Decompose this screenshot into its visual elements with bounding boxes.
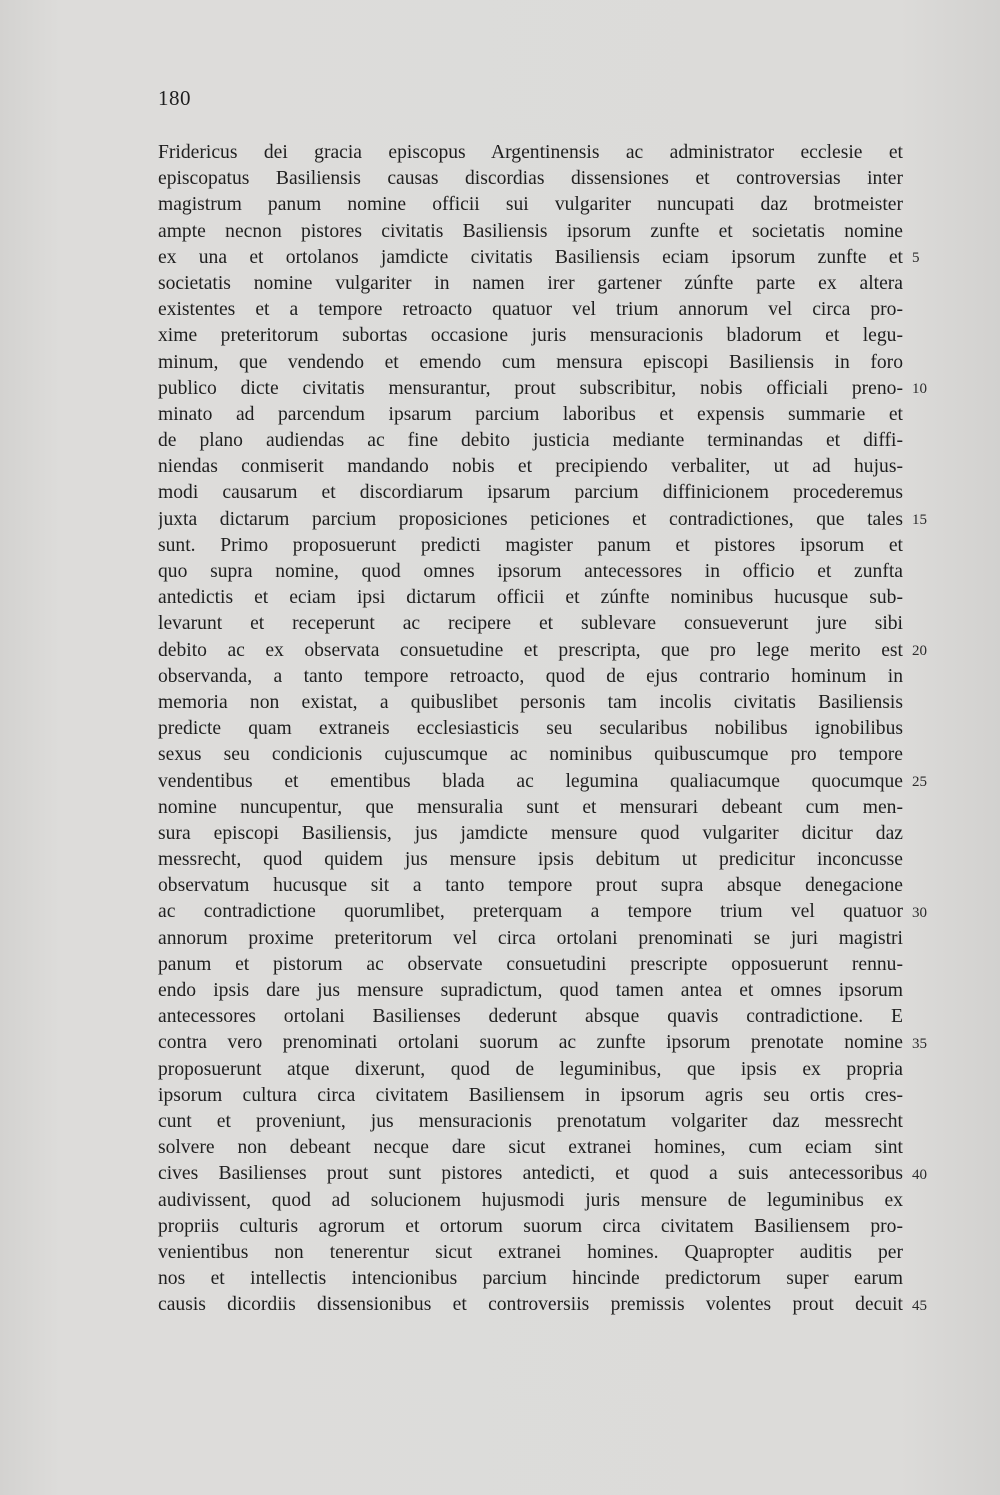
text-line: debito ac ex observata consuetudine et prescripta, que pro lege merito est — [158, 639, 903, 661]
text-line: messrecht, quod quidem jus mensure ipsis debitum ut predicitur inconcusse — [158, 849, 903, 871]
page-number: 180 — [158, 86, 191, 110]
text-line: venientibus non tenerentur sicut extranei homines. Quapropter auditis per — [158, 1241, 903, 1263]
text-line: ex una et ortolanos jamdicte civitatis Basiliensis eciam ipsorum zunfte et — [158, 246, 903, 268]
text-line: sunt. Primo proposuerunt predicti magister panum et pistores ipsorum et — [158, 534, 903, 556]
text-line: contra vero prenominati ortolani suorum ac zunfte ipsorum prenotate nomine — [158, 1032, 903, 1054]
text-line: nos et intellectis intencionibus parcium hincinde predictorum super earum — [158, 1268, 903, 1290]
text-line: memoria non existat, a quibuslibet personis tam incolis civitatis Basiliensis — [158, 691, 903, 713]
text-line: xime preteritorum subortas occasione juris mensuracionis bladorum et legu- — [158, 325, 903, 347]
text-line: sexus seu condicionis cujuscumque ac nominibus quibuscumque pro tempore — [158, 744, 903, 766]
text-line: minum, que vendendo et emendo cum mensura episcopi Basiliensis in foro — [158, 351, 903, 373]
text-line: annorum proxime preteritorum vel circa ortolani prenominati se juri magistri — [158, 927, 903, 949]
text-line: antecessores ortolani Basilienses dederunt absque quavis contradictione. E — [158, 1006, 903, 1028]
text-line: antedictis et eciam ipsi dictarum officii et zúnfte nominibus hucusque sub- — [158, 587, 903, 609]
text-line: magistrum panum nomine officii sui vulgariter nuncupati daz brotmeister — [158, 194, 903, 216]
text-line: ac contradictione quorumlibet, preterquam a tempore trium vel quatuor — [158, 901, 903, 923]
text-line: predicte quam extraneis ecclesiasticis seu secularibus nobilibus ignobilibus — [158, 718, 903, 740]
text-line: ampte necnon pistores civitatis Basiliensis ipsorum zunfte et societatis nomine — [158, 220, 903, 242]
text-line: solvere non debeant necque dare sicut extranei homines, cum eciam sint — [158, 1137, 903, 1159]
margin-line-number: 15 — [912, 511, 927, 528]
text-line: niendas conmiserit mandando nobis et precipiendo verbaliter, ut ad hujus- — [158, 456, 903, 478]
margin-line-number: 25 — [912, 773, 927, 790]
text-line: quo supra nomine, quod omnes ipsorum antecessores in officio et zunfta — [158, 561, 903, 582]
text-line: sura episcopi Basiliensis, jus jamdicte mensure quod vulgariter dicitur daz — [158, 822, 903, 844]
margin-line-number: 40 — [912, 1166, 927, 1183]
body-text — [158, 140, 903, 1318]
text-line: existentes et a tempore retroacto quatuor vel trium annorum vel circa pro- — [158, 299, 903, 321]
text-line: observatum hucusque sit a tanto tempore prout supra absque denegacione — [158, 875, 903, 897]
margin-line-number: 35 — [912, 1035, 927, 1052]
text-line: observanda, a tanto tempore retroacto, quod de ejus contrario hominum in — [158, 665, 903, 687]
margin-line-number: 5 — [912, 249, 920, 266]
text-line: endo ipsis dare jus mensure supradictum, quod tamen antea et omnes ipsorum — [158, 980, 903, 1001]
text-line: episcopatus Basiliensis causas discordias dissensiones et controversias inter — [158, 168, 903, 190]
text-line: cunt et proveniunt, jus mensuracionis prenotatum volgariter daz messrecht — [158, 1110, 903, 1132]
text-line: panum et pistorum ac observate consuetudini prescripte opposuerunt rennu- — [158, 953, 903, 975]
margin-line-number: 10 — [912, 380, 927, 397]
text-line: proposuerunt atque dixerunt, quod de leguminibus, que ipsis ex propria — [158, 1058, 903, 1080]
text-line: nomine nuncupentur, que mensuralia sunt et mensurari debeant cum men- — [158, 796, 903, 818]
text-line: Fridericus dei gracia episcopus Argentinensis ac administrator ecclesie et — [158, 142, 903, 163]
text-line: levarunt et receperunt ac recipere et sublevare consueverunt jure sibi — [158, 613, 903, 635]
text-line: causis dicordiis dissensionibus et controversiis premissis volentes prout decuit — [158, 1294, 903, 1316]
text-line: societatis nomine vulgariter in namen irer gartener zúnfte parte ex altera — [158, 272, 903, 294]
text-line: publico dicte civitatis mensurantur, prout subscribitur, nobis officiali preno- — [158, 377, 903, 399]
margin-line-number: 30 — [912, 904, 927, 921]
margin-line-number: 20 — [912, 642, 927, 659]
text-line: minato ad parcendum ipsarum parcium laboribus et expensis summarie et — [158, 403, 903, 425]
text-line: vendentibus et ementibus blada ac legumina qualiacumque quocumque — [158, 770, 903, 792]
text-line: ipsorum cultura circa civitatem Basiliensem in ipsorum agris seu ortis cres- — [158, 1084, 903, 1106]
text-line: modi causarum et discordiarum ipsarum parcium diffinicionem procederemus — [158, 482, 903, 504]
text-line: propriis culturis agrorum et ortorum suorum circa civitatem Basiliensem pro- — [158, 1215, 903, 1237]
text-line: juxta dictarum parcium proposiciones peticiones et contradictiones, que tales — [158, 508, 903, 530]
text-line: cives Basilienses prout sunt pistores antedicti, et quod a suis antecessoribus — [158, 1163, 903, 1185]
text-line: audivissent, quod ad solucionem hujusmodi juris mensure de leguminibus ex — [158, 1189, 903, 1211]
text-line: de plano audiendas ac fine debito justicia mediante terminandas et diffi- — [158, 430, 903, 452]
margin-line-number: 45 — [912, 1297, 927, 1314]
